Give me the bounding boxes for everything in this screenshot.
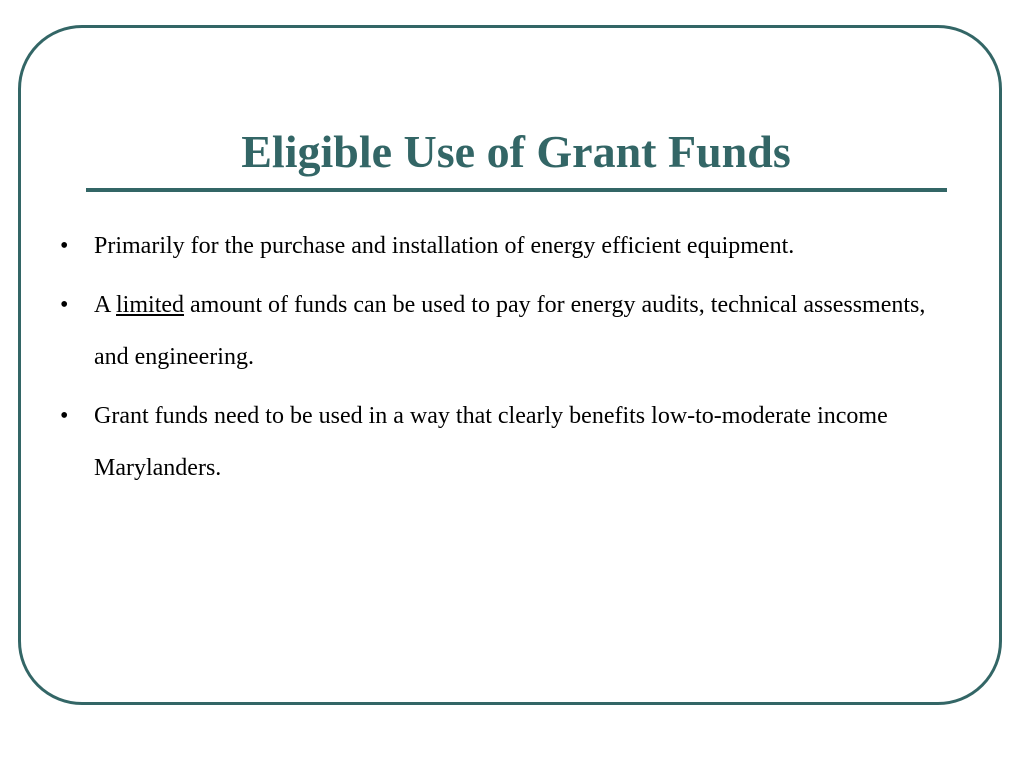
- bullet-text-prefix: A: [94, 292, 117, 318]
- bullet-dot-icon: •: [60, 233, 69, 259]
- bullet-text: Primarily for the purchase and installation of energy efficient equipment.: [94, 233, 795, 259]
- bullet-dot-icon: •: [60, 292, 69, 318]
- slide-title: Eligible Use of Grant Funds: [241, 126, 791, 177]
- bullet-emphasis-limited: limited: [116, 292, 185, 318]
- title-underline-rule: [86, 188, 947, 192]
- bullet-dot-icon: •: [60, 403, 69, 429]
- bullet-text: Grant funds need to be used in a way that clearly benefits low-to-moderate income Marylanders.: [94, 403, 888, 481]
- bullet-list: [60, 220, 960, 501]
- bullet-item-benefits: [60, 390, 960, 494]
- bullet-item-purchase: [60, 220, 960, 272]
- bullet-text-suffix: amount of funds can be used to pay for energy audits, technical assessments, and engineering.: [94, 292, 926, 370]
- bullet-item-limited-funds: [60, 279, 960, 383]
